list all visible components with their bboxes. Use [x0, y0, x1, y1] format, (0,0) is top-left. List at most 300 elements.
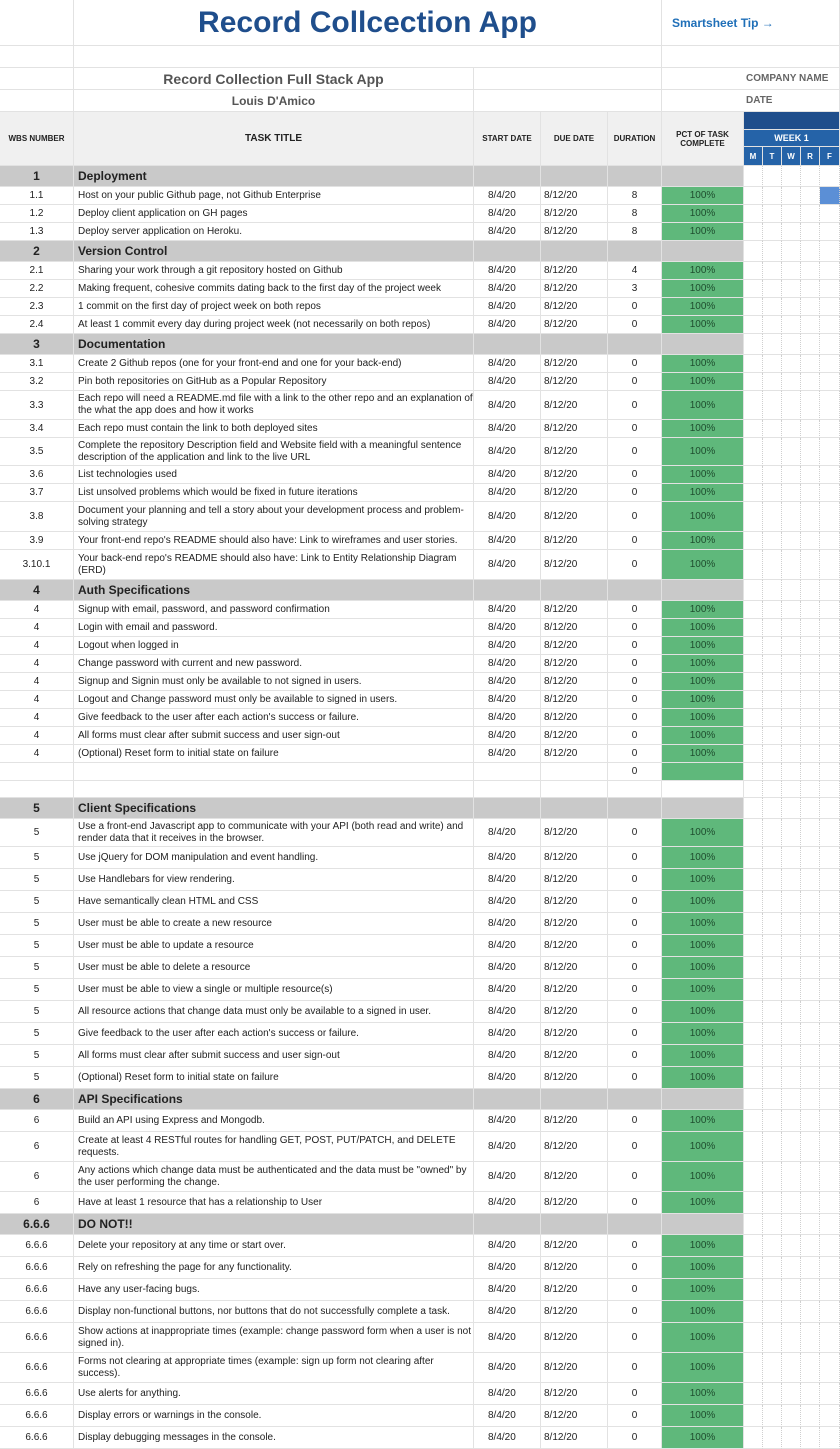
day-header-m[interactable]: M	[744, 147, 763, 166]
day-header-w[interactable]: W	[782, 147, 801, 166]
section-cell[interactable]	[474, 580, 541, 601]
gantt-cell[interactable]	[801, 1279, 820, 1301]
gantt-cell[interactable]	[782, 1427, 801, 1449]
task-title[interactable]: User must be able to view a single or multiple resource(s)	[74, 979, 474, 1001]
gantt-cell[interactable]	[820, 798, 840, 819]
gantt-cell[interactable]	[801, 913, 820, 935]
task-duration[interactable]: 0	[608, 1427, 662, 1449]
gantt-cell[interactable]	[801, 1323, 820, 1353]
section-title[interactable]: Version Control	[74, 241, 474, 262]
task-title[interactable]: All resource actions that change data must only be available to a signed in user.	[74, 1001, 474, 1023]
task-wbs-number[interactable]: 4	[0, 691, 74, 709]
task-title[interactable]: Logout and Change password must only be available to signed in users.	[74, 691, 474, 709]
task-due-date[interactable]: 8/12/20	[541, 1257, 608, 1279]
task-pct-complete[interactable]: 100%	[662, 316, 744, 334]
gantt-cell[interactable]	[763, 1192, 782, 1214]
task-duration[interactable]: 0	[608, 935, 662, 957]
gantt-cell[interactable]	[744, 1427, 763, 1449]
gantt-cell[interactable]	[763, 781, 782, 798]
task-title[interactable]: Deploy client application on GH pages	[74, 205, 474, 223]
task-duration[interactable]: 0	[608, 1353, 662, 1383]
gantt-cell[interactable]	[763, 691, 782, 709]
task-pct-complete[interactable]: 100%	[662, 484, 744, 502]
gantt-cell[interactable]	[744, 166, 763, 187]
gantt-cell[interactable]	[820, 819, 840, 847]
task-duration[interactable]: 0	[608, 601, 662, 619]
task-title[interactable]: Signup with email, password, and password confirmation	[74, 601, 474, 619]
gantt-cell[interactable]	[744, 205, 763, 223]
task-pct-complete[interactable]: 100%	[662, 1405, 744, 1427]
gantt-cell[interactable]	[801, 1405, 820, 1427]
task-wbs-number[interactable]: 6.6.6	[0, 1405, 74, 1427]
gantt-cell[interactable]	[801, 691, 820, 709]
task-title[interactable]: Making frequent, cohesive commits dating back to the first day of the project week	[74, 280, 474, 298]
task-duration[interactable]: 0	[608, 391, 662, 420]
gantt-cell[interactable]	[782, 619, 801, 637]
gantt-cell[interactable]	[744, 1001, 763, 1023]
task-title[interactable]: Complete the repository Description field and Website field with a meaningful sentence description of the application and link to the live URL	[74, 438, 474, 466]
gantt-cell[interactable]	[744, 1257, 763, 1279]
gantt-cell[interactable]	[801, 819, 820, 847]
gantt-cell[interactable]	[763, 601, 782, 619]
task-duration[interactable]: 0	[608, 655, 662, 673]
task-pct-complete[interactable]: 100%	[662, 262, 744, 280]
gantt-cell[interactable]	[763, 316, 782, 334]
task-start-date[interactable]: 8/4/20	[474, 637, 541, 655]
gantt-cell[interactable]	[820, 532, 840, 550]
section-cell[interactable]	[474, 798, 541, 819]
gantt-cell[interactable]	[782, 316, 801, 334]
gantt-cell[interactable]	[801, 532, 820, 550]
task-title[interactable]: Give feedback to the user after each action's success or failure.	[74, 709, 474, 727]
gantt-cell[interactable]	[763, 798, 782, 819]
task-pct-complete[interactable]: 100%	[662, 532, 744, 550]
gantt-cell[interactable]	[782, 869, 801, 891]
task-duration[interactable]: 0	[608, 1405, 662, 1427]
task-title[interactable]: Have at least 1 resource that has a relationship to User	[74, 1192, 474, 1214]
gantt-cell[interactable]	[820, 727, 840, 745]
gantt-cell[interactable]	[782, 355, 801, 373]
gantt-cell[interactable]	[820, 935, 840, 957]
task-start-date[interactable]: 8/4/20	[474, 957, 541, 979]
gantt-cell[interactable]	[782, 727, 801, 745]
task-start-date[interactable]: 8/4/20	[474, 316, 541, 334]
task-wbs-number[interactable]: 6	[0, 1132, 74, 1162]
task-start-date[interactable]: 8/4/20	[474, 847, 541, 869]
gantt-cell[interactable]	[782, 1323, 801, 1353]
task-pct-complete[interactable]: 100%	[662, 1301, 744, 1323]
gantt-cell[interactable]	[763, 420, 782, 438]
task-pct-complete[interactable]: 100%	[662, 1235, 744, 1257]
task-start-date[interactable]: 8/4/20	[474, 391, 541, 420]
section-wbs-number[interactable]: 1	[0, 166, 74, 187]
task-duration[interactable]: 0	[608, 1001, 662, 1023]
gantt-cell[interactable]	[782, 1214, 801, 1235]
task-due-date[interactable]: 8/12/20	[541, 391, 608, 420]
task-wbs-number[interactable]: 4	[0, 727, 74, 745]
task-wbs-number[interactable]: 5	[0, 819, 74, 847]
gantt-cell[interactable]	[782, 601, 801, 619]
gantt-cell[interactable]	[744, 619, 763, 637]
gantt-cell[interactable]	[820, 1132, 840, 1162]
task-wbs-number[interactable]: 5	[0, 1001, 74, 1023]
task-wbs-number[interactable]: 5	[0, 935, 74, 957]
gantt-cell[interactable]	[801, 334, 820, 355]
task-duration[interactable]: 0	[608, 847, 662, 869]
gantt-cell[interactable]	[820, 691, 840, 709]
cell-empty[interactable]	[0, 68, 74, 90]
task-due-date[interactable]: 8/12/20	[541, 1427, 608, 1449]
gantt-cell[interactable]	[744, 298, 763, 316]
gantt-cell[interactable]	[763, 1214, 782, 1235]
gantt-cell[interactable]	[801, 262, 820, 280]
gantt-cell[interactable]	[744, 637, 763, 655]
gantt-cell[interactable]	[744, 1323, 763, 1353]
task-wbs-number[interactable]: 6.6.6	[0, 1235, 74, 1257]
task-start-date[interactable]: 8/4/20	[474, 1383, 541, 1405]
cell-empty[interactable]	[0, 0, 74, 46]
gantt-cell[interactable]	[763, 280, 782, 298]
task-pct-complete[interactable]: 100%	[662, 819, 744, 847]
cell-empty[interactable]	[74, 46, 662, 68]
task-start-date[interactable]: 8/4/20	[474, 223, 541, 241]
task-title[interactable]: Use Handlebars for view rendering.	[74, 869, 474, 891]
gantt-cell[interactable]	[820, 1383, 840, 1405]
task-pct-complete[interactable]: 100%	[662, 355, 744, 373]
task-start-date[interactable]: 8/4/20	[474, 727, 541, 745]
gantt-cell[interactable]	[801, 1089, 820, 1110]
task-duration[interactable]: 4	[608, 262, 662, 280]
gantt-cell[interactable]	[801, 580, 820, 601]
gantt-cell[interactable]	[763, 484, 782, 502]
gantt-cell[interactable]	[782, 262, 801, 280]
gantt-cell[interactable]	[820, 1192, 840, 1214]
gantt-cell[interactable]	[744, 1132, 763, 1162]
task-start-date[interactable]: 8/4/20	[474, 1067, 541, 1089]
gantt-cell[interactable]	[782, 373, 801, 391]
gantt-cell[interactable]	[820, 1323, 840, 1353]
task-wbs-number[interactable]: 6	[0, 1110, 74, 1132]
cell-empty[interactable]	[474, 90, 662, 112]
gantt-cell[interactable]	[782, 957, 801, 979]
task-wbs-number[interactable]: 6	[0, 1192, 74, 1214]
gantt-cell[interactable]	[744, 1089, 763, 1110]
gantt-cell[interactable]	[820, 1279, 840, 1301]
gantt-cell[interactable]	[820, 673, 840, 691]
task-title[interactable]: Use a front-end Javascript app to communicate with your API (both read and write) and render data that it receives in the browser.	[74, 819, 474, 847]
gantt-cell[interactable]	[744, 373, 763, 391]
task-title[interactable]: Pin both repositories on GitHub as a Popular Repository	[74, 373, 474, 391]
header-pct-complete[interactable]: PCT OF TASK COMPLETE	[662, 112, 744, 166]
section-cell[interactable]	[608, 334, 662, 355]
gantt-cell[interactable]	[763, 935, 782, 957]
task-duration[interactable]: 0	[608, 550, 662, 580]
gantt-cell[interactable]	[801, 637, 820, 655]
section-wbs-number[interactable]: 6.6.6	[0, 1214, 74, 1235]
section-cell[interactable]	[474, 1214, 541, 1235]
task-duration[interactable]: 0	[608, 869, 662, 891]
gantt-cell[interactable]	[763, 580, 782, 601]
task-wbs-number[interactable]: 6.6.6	[0, 1301, 74, 1323]
gantt-cell[interactable]	[763, 745, 782, 763]
task-title[interactable]	[74, 763, 474, 781]
gantt-cell[interactable]	[763, 763, 782, 781]
task-start-date[interactable]: 8/4/20	[474, 1427, 541, 1449]
task-pct-complete[interactable]: 100%	[662, 673, 744, 691]
task-duration[interactable]: 0	[608, 420, 662, 438]
task-duration[interactable]: 0	[608, 957, 662, 979]
section-cell[interactable]	[608, 1214, 662, 1235]
gantt-cell[interactable]	[782, 1162, 801, 1192]
gantt-cell[interactable]	[820, 466, 840, 484]
gantt-cell[interactable]	[820, 1405, 840, 1427]
task-start-date[interactable]: 8/4/20	[474, 935, 541, 957]
gantt-cell[interactable]	[782, 298, 801, 316]
task-title[interactable]: Use alerts for anything.	[74, 1383, 474, 1405]
task-duration[interactable]: 3	[608, 280, 662, 298]
task-due-date[interactable]: 8/12/20	[541, 913, 608, 935]
task-start-date[interactable]: 8/4/20	[474, 502, 541, 532]
gantt-cell[interactable]	[744, 484, 763, 502]
task-title[interactable]: Your front-end repo's README should also have: Link to wireframes and user stories.	[74, 532, 474, 550]
task-title[interactable]: List unsolved problems which would be fixed in future iterations	[74, 484, 474, 502]
gantt-cell[interactable]	[744, 957, 763, 979]
task-pct-complete[interactable]: 100%	[662, 1383, 744, 1405]
gantt-cell[interactable]	[801, 957, 820, 979]
section-cell[interactable]	[662, 1214, 744, 1235]
task-due-date[interactable]: 8/12/20	[541, 1353, 608, 1383]
task-pct-complete[interactable]: 100%	[662, 502, 744, 532]
task-wbs-number[interactable]: 6.6.6	[0, 1383, 74, 1405]
task-duration[interactable]: 0	[608, 316, 662, 334]
gantt-cell[interactable]	[801, 745, 820, 763]
gantt-cell[interactable]	[763, 1067, 782, 1089]
gantt-cell[interactable]	[820, 420, 840, 438]
gantt-cell[interactable]	[782, 550, 801, 580]
gantt-cell[interactable]	[744, 466, 763, 484]
cell-empty[interactable]	[662, 46, 840, 68]
gantt-cell[interactable]	[744, 935, 763, 957]
task-start-date[interactable]: 8/4/20	[474, 420, 541, 438]
gantt-cell[interactable]	[782, 1089, 801, 1110]
gantt-cell[interactable]	[820, 1427, 840, 1449]
gantt-cell[interactable]	[744, 1045, 763, 1067]
task-pct-complete[interactable]: 100%	[662, 637, 744, 655]
task-duration[interactable]: 0	[608, 1067, 662, 1089]
gantt-cell[interactable]	[820, 334, 840, 355]
gantt-cell[interactable]	[763, 1162, 782, 1192]
task-pct-complete[interactable]: 100%	[662, 847, 744, 869]
task-start-date[interactable]: 8/4/20	[474, 913, 541, 935]
gantt-cell[interactable]	[744, 691, 763, 709]
task-title[interactable]: (Optional) Reset form to initial state on failure	[74, 1067, 474, 1089]
section-cell[interactable]	[541, 580, 608, 601]
gantt-cell[interactable]	[744, 763, 763, 781]
task-pct-complete[interactable]: 100%	[662, 1353, 744, 1383]
task-wbs-number[interactable]: 5	[0, 891, 74, 913]
task-pct-complete[interactable]: 100%	[662, 1427, 744, 1449]
gantt-cell[interactable]	[763, 709, 782, 727]
task-due-date[interactable]: 8/12/20	[541, 655, 608, 673]
gantt-cell[interactable]	[744, 673, 763, 691]
task-due-date[interactable]: 8/12/20	[541, 550, 608, 580]
gantt-cell[interactable]	[782, 580, 801, 601]
task-duration[interactable]: 0	[608, 819, 662, 847]
task-duration[interactable]: 0	[608, 1110, 662, 1132]
section-wbs-number[interactable]: 2	[0, 241, 74, 262]
task-title[interactable]: User must be able to delete a resource	[74, 957, 474, 979]
gantt-cell[interactable]	[763, 1383, 782, 1405]
section-cell[interactable]	[608, 166, 662, 187]
task-pct-complete[interactable]: 100%	[662, 691, 744, 709]
gantt-cell[interactable]	[820, 979, 840, 1001]
section-wbs-number[interactable]: 5	[0, 798, 74, 819]
gantt-cell[interactable]	[820, 1089, 840, 1110]
section-wbs-number[interactable]: 3	[0, 334, 74, 355]
gantt-cell[interactable]	[782, 1353, 801, 1383]
gantt-cell[interactable]	[801, 935, 820, 957]
section-cell[interactable]	[541, 241, 608, 262]
task-start-date[interactable]: 8/4/20	[474, 1001, 541, 1023]
gantt-cell[interactable]	[820, 1214, 840, 1235]
task-title[interactable]: Display non-functional buttons, nor buttons that do not successfully complete a task.	[74, 1301, 474, 1323]
gantt-cell[interactable]	[782, 847, 801, 869]
gantt-cell[interactable]	[744, 655, 763, 673]
task-start-date[interactable]: 8/4/20	[474, 655, 541, 673]
task-duration[interactable]: 0	[608, 1301, 662, 1323]
task-due-date[interactable]: 8/12/20	[541, 355, 608, 373]
gantt-cell[interactable]	[782, 1257, 801, 1279]
gantt-cell[interactable]	[820, 205, 840, 223]
cell-empty[interactable]	[662, 781, 744, 798]
gantt-cell[interactable]	[782, 1383, 801, 1405]
gantt-cell[interactable]	[763, 913, 782, 935]
section-cell[interactable]	[541, 1214, 608, 1235]
gantt-cell[interactable]	[820, 438, 840, 466]
task-title[interactable]: Give feedback to the user after each action's success or failure.	[74, 1023, 474, 1045]
gantt-cell[interactable]	[820, 241, 840, 262]
section-cell[interactable]	[541, 798, 608, 819]
gantt-cell[interactable]	[782, 1045, 801, 1067]
day-header-t[interactable]: T	[763, 147, 782, 166]
gantt-cell[interactable]	[744, 781, 763, 798]
gantt-cell[interactable]	[782, 745, 801, 763]
gantt-cell[interactable]	[744, 532, 763, 550]
gantt-cell[interactable]	[801, 420, 820, 438]
task-due-date[interactable]: 8/12/20	[541, 891, 608, 913]
task-pct-complete[interactable]: 100%	[662, 655, 744, 673]
task-start-date[interactable]: 8/4/20	[474, 280, 541, 298]
gantt-cell[interactable]	[782, 1110, 801, 1132]
gantt-cell[interactable]	[744, 280, 763, 298]
gantt-cell[interactable]	[801, 655, 820, 673]
task-pct-complete[interactable]: 100%	[662, 619, 744, 637]
gantt-cell[interactable]	[763, 1235, 782, 1257]
gantt-cell[interactable]	[744, 601, 763, 619]
gantt-cell[interactable]	[763, 550, 782, 580]
gantt-cell[interactable]	[801, 1132, 820, 1162]
task-duration[interactable]: 0	[608, 1383, 662, 1405]
gantt-cell[interactable]	[782, 532, 801, 550]
task-duration[interactable]: 0	[608, 673, 662, 691]
task-wbs-number[interactable]: 5	[0, 979, 74, 1001]
gantt-cell[interactable]	[763, 891, 782, 913]
gantt-cell[interactable]	[744, 1214, 763, 1235]
task-start-date[interactable]: 8/4/20	[474, 1045, 541, 1067]
task-duration[interactable]: 0	[608, 979, 662, 1001]
task-pct-complete[interactable]: 100%	[662, 223, 744, 241]
task-wbs-number[interactable]: 4	[0, 745, 74, 763]
task-due-date[interactable]: 8/12/20	[541, 466, 608, 484]
gantt-cell[interactable]	[782, 1132, 801, 1162]
task-wbs-number[interactable]: 5	[0, 913, 74, 935]
gantt-cell[interactable]	[820, 781, 840, 798]
gantt-cell[interactable]	[801, 223, 820, 241]
task-duration[interactable]: 8	[608, 223, 662, 241]
gantt-cell[interactable]	[801, 1110, 820, 1132]
gantt-cell[interactable]	[744, 979, 763, 1001]
task-wbs-number[interactable]: 3.2	[0, 373, 74, 391]
gantt-cell[interactable]	[782, 1001, 801, 1023]
task-pct-complete[interactable]: 100%	[662, 935, 744, 957]
gantt-cell[interactable]	[763, 532, 782, 550]
task-wbs-number[interactable]	[0, 763, 74, 781]
task-duration[interactable]: 0	[608, 1045, 662, 1067]
gantt-cell[interactable]	[782, 763, 801, 781]
gantt-cell[interactable]	[763, 355, 782, 373]
task-pct-complete[interactable]: 100%	[662, 957, 744, 979]
gantt-cell[interactable]	[763, 847, 782, 869]
gantt-cell[interactable]	[782, 781, 801, 798]
gantt-cell[interactable]	[744, 334, 763, 355]
task-title[interactable]: Document your planning and tell a story about your development process and problem-solving strategy	[74, 502, 474, 532]
gantt-cell[interactable]	[820, 619, 840, 637]
task-title[interactable]: All forms must clear after submit success and user sign-out	[74, 727, 474, 745]
gantt-cell[interactable]	[782, 673, 801, 691]
task-wbs-number[interactable]: 6.6.6	[0, 1353, 74, 1383]
task-due-date[interactable]: 8/12/20	[541, 438, 608, 466]
gantt-cell[interactable]	[782, 637, 801, 655]
task-duration[interactable]: 8	[608, 205, 662, 223]
task-start-date[interactable]: 8/4/20	[474, 891, 541, 913]
gantt-cell[interactable]	[820, 166, 840, 187]
task-title[interactable]: Delete your repository at any time or start over.	[74, 1235, 474, 1257]
section-cell[interactable]	[662, 580, 744, 601]
gantt-cell[interactable]	[820, 298, 840, 316]
task-wbs-number[interactable]: 3.5	[0, 438, 74, 466]
task-title[interactable]: Logout when logged in	[74, 637, 474, 655]
gantt-cell[interactable]	[820, 355, 840, 373]
task-start-date[interactable]: 8/4/20	[474, 550, 541, 580]
gantt-cell[interactable]	[744, 869, 763, 891]
task-duration[interactable]: 0	[608, 637, 662, 655]
gantt-cell[interactable]	[744, 550, 763, 580]
task-duration[interactable]: 0	[608, 763, 662, 781]
task-due-date[interactable]: 8/12/20	[541, 298, 608, 316]
gantt-cell[interactable]	[801, 1067, 820, 1089]
task-due-date[interactable]: 8/12/20	[541, 532, 608, 550]
task-due-date[interactable]: 8/12/20	[541, 1383, 608, 1405]
task-start-date[interactable]: 8/4/20	[474, 619, 541, 637]
task-wbs-number[interactable]: 2.1	[0, 262, 74, 280]
day-header-f[interactable]: F	[820, 147, 840, 166]
task-title[interactable]: Signup and Signin must only be available to not signed in users.	[74, 673, 474, 691]
task-due-date[interactable]: 8/12/20	[541, 691, 608, 709]
gantt-cell[interactable]	[782, 484, 801, 502]
task-wbs-number[interactable]: 5	[0, 1023, 74, 1045]
task-due-date[interactable]: 8/12/20	[541, 1132, 608, 1162]
gantt-cell[interactable]	[820, 1235, 840, 1257]
